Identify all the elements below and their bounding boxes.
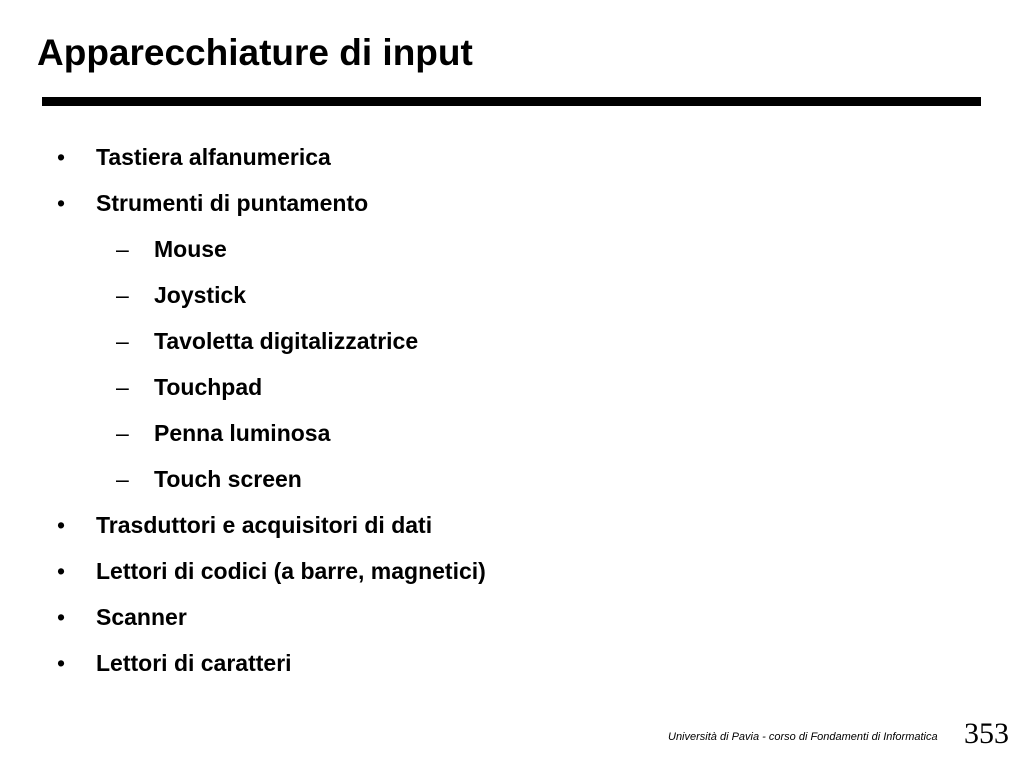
page-number: 353 <box>964 717 1009 750</box>
bullet-marker: • <box>57 558 66 584</box>
dash-marker: – <box>116 236 129 262</box>
dash-marker: – <box>116 328 129 354</box>
bullet-marker: • <box>57 190 66 216</box>
list-item-text: Scanner <box>96 604 187 630</box>
dash-marker: – <box>116 374 129 400</box>
bullet-marker: • <box>57 144 66 170</box>
slide-title: Apparecchiature di input <box>37 32 473 73</box>
footer-course-label: Università di Pavia - corso di Fondamenti di Informatica <box>668 731 938 743</box>
list-item-text: Tastiera alfanumerica <box>96 144 331 170</box>
dash-marker: – <box>116 420 129 446</box>
title-divider <box>42 97 981 106</box>
sub-list-item-text: Touchpad <box>154 374 263 400</box>
sub-list-item-text: Tavoletta digitalizzatrice <box>154 328 419 354</box>
bullet-marker: • <box>57 604 66 630</box>
sub-list-item-text: Joystick <box>154 282 247 308</box>
list-item-text: Trasduttori e acquisitori di dati <box>96 512 433 538</box>
bullet-marker: • <box>57 650 66 676</box>
list-item-text: Lettori di codici (a barre, magnetici) <box>96 558 486 584</box>
sub-list-item-text: Mouse <box>154 236 227 262</box>
sub-list-item-text: Penna luminosa <box>154 420 331 446</box>
dash-marker: – <box>116 282 129 308</box>
dash-marker: – <box>116 466 129 492</box>
sub-list-item-text: Touch screen <box>154 466 302 492</box>
bullet-marker: • <box>57 512 66 538</box>
list-item-text: Lettori di caratteri <box>96 650 292 676</box>
list-item-text: Strumenti di puntamento <box>96 190 369 216</box>
